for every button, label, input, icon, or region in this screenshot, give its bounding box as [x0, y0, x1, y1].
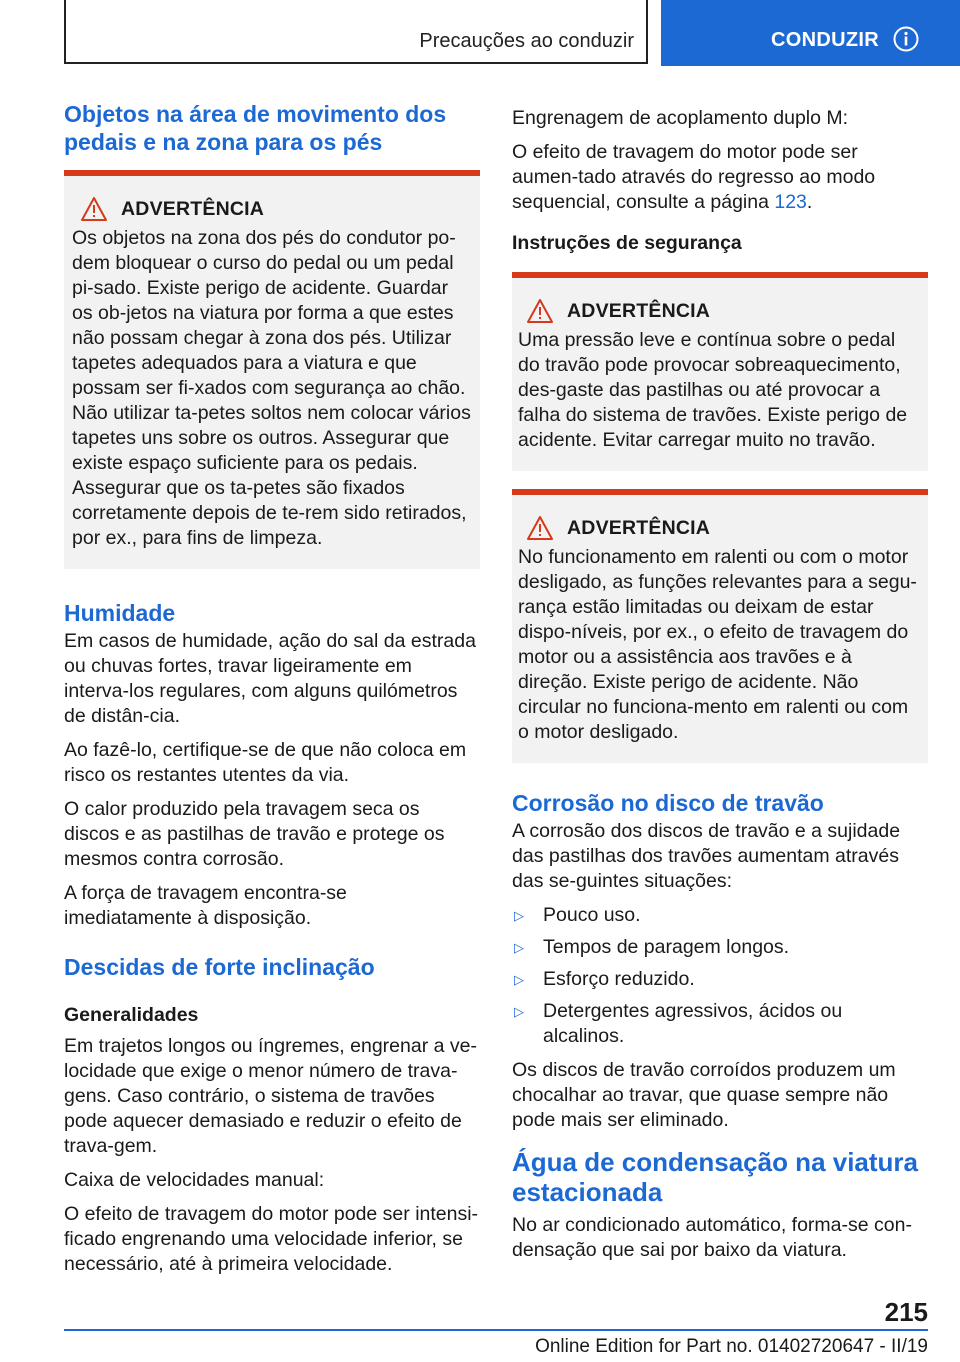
paragraph: Ao fazê-lo, certifique-se de que não coloca em risco os restantes utentes da via.: [64, 739, 467, 786]
warning-header: [518, 298, 920, 324]
warning-triangle-icon: [80, 196, 108, 222]
warning-box-objetos: [64, 170, 480, 569]
list-item-text: Pouco uso.: [543, 904, 641, 926]
warning-title: ADVERTÊNCIA: [567, 299, 711, 322]
paragraph: [512, 140, 928, 215]
subheading-instrucoes: Instruções de segurança: [512, 232, 742, 254]
header-section-title: Precauções ao conduzir: [419, 30, 634, 52]
warning-box-pressao: [512, 272, 928, 471]
warning-triangle-icon: [526, 515, 554, 541]
list-item: [512, 999, 928, 1049]
list-item: [512, 935, 928, 960]
bullet-triangle-icon: ▷: [514, 972, 524, 987]
warning-header: [72, 196, 472, 222]
warning-title: ADVERTÊNCIA: [567, 516, 711, 539]
paragraph: Em casos de humidade, ação do sal da estrada ou chuvas fortes, travar ligeiramente em interva-los regulares, com alguns quilómetros de distân-cia.: [64, 630, 476, 727]
paragraph: Caixa de velocidades manual:: [64, 1169, 325, 1191]
paragraph: Engrenagem de acoplamento duplo M:: [512, 107, 849, 129]
paragraph: O calor produzido pela travagem seca os discos e as pastilhas de travão e protege os mesmos contra corrosão.: [64, 798, 445, 870]
left-column: [64, 100, 480, 1286]
header-chapter-tab[interactable]: [661, 0, 960, 66]
heading-descidas: Descidas de forte inclinação: [64, 954, 375, 980]
info-circle-icon[interactable]: [893, 26, 919, 52]
list-item-text: Esforço reduzido.: [543, 968, 695, 990]
paragraph: A força de travagem encontra-se imediatamente à disposição.: [64, 882, 347, 929]
bullet-triangle-icon: ▷: [514, 940, 524, 955]
bullet-triangle-icon: ▷: [514, 1004, 524, 1019]
paragraph-end: .: [806, 191, 813, 213]
paragraph: Em trajetos longos ou íngremes, engrenar a ve-locidade que exige o menor número de trava-gens. Caso contrário, o sistema de travões pode aquecer demasiado e reduzir o efeito de trava-gem.: [64, 1035, 477, 1157]
heading-corrosao: Corrosão no disco de travão: [512, 790, 824, 816]
paragraph-text: O efeito de travagem do motor pode ser aumen-tado através do regresso ao modo sequencial, consulte a página: [512, 141, 876, 213]
warning-box-ralenti: [512, 489, 928, 763]
list-item: [512, 903, 928, 928]
paragraph: O efeito de travagem do motor pode ser intensi-ficado engrenando uma velocidade inferior, se necessário, até à primeira velocidade.: [64, 1203, 479, 1275]
warning-text: Uma pressão leve e contínua sobre o pedal do travão pode provocar sobreaquecimento, des-gaste das pastilhas ou até provocar a falha do sistema de travões. Existe perigo de acidente. Evitar carregar muito no travão.: [518, 329, 908, 451]
bullet-list: [512, 903, 928, 1049]
warning-text: Os objetos na zona dos pés do condutor po-dem bloquear o curso do pedal ou um pedal pi-sado. Existe perigo de acidente. Guardar os ob-jetos na viatura por forma a que estes não possam chegar à zona dos pés. Utilizar tapetes adequados para a viatura e que possam ser fi-xados com segurança ao chão. Não utilizar ta-petes soltos nem colocar vários tapetes uns sobre os outros. Assegurar que existe espaço suficiente para os pedais. Assegurar que os ta-petes são fixados corretamente depois de te-rem sido retirados, por ex., para fins de limpeza.: [72, 227, 471, 549]
warning-title: ADVERTÊNCIA: [121, 197, 265, 220]
right-column: [512, 106, 928, 1272]
list-item-text: Detergentes agressivos, ácidos ou alcalinos.: [543, 1000, 843, 1047]
list-item: [512, 967, 928, 992]
warning-header: [518, 515, 920, 541]
warning-triangle-icon: [526, 298, 554, 324]
warning-text: No funcionamento em ralenti ou com o motor desligado, as funções relevantes para a segu-rança estão limitadas ou deixam de estar dispo-níveis, por ex., o efeito de travagem do motor ou a assistência aos travões e à direção. Existe perigo de acidente. Não circular no funciona-mento em ralenti ou com o motor desligado.: [518, 546, 917, 743]
header-section-box: [64, 0, 648, 64]
header-chapter-label: CONDUZIR: [771, 29, 879, 51]
footer-edition: Online Edition for Part no. 01402720647 - II/19: [535, 1336, 928, 1357]
paragraph: A corrosão dos discos de travão e a sujidade das pastilhas dos travões aumentam através das se-guintes situações:: [512, 820, 901, 892]
page-reference-link[interactable]: 123: [774, 191, 807, 213]
paragraph: No ar condicionado automático, forma-se con-densação que sai por baixo da viatura.: [512, 1214, 912, 1261]
heading-objetos: Objetos na área de movimento dos pedais e na zona para os pés: [64, 101, 447, 155]
page-number: 215: [884, 1297, 928, 1327]
heading-agua: Água de condensação na viatura estacionada: [512, 1147, 919, 1207]
subheading-generalidades: Generalidades: [64, 1004, 199, 1026]
bullet-triangle-icon: ▷: [514, 908, 524, 923]
footer-rule: [64, 1329, 928, 1331]
heading-humidade: Humidade: [64, 600, 176, 626]
list-item-text: Tempos de paragem longos.: [543, 936, 790, 958]
paragraph: Os discos de travão corroídos produzem um chocalhar ao travar, que quase sempre não pode mais ser eliminado.: [512, 1059, 896, 1131]
